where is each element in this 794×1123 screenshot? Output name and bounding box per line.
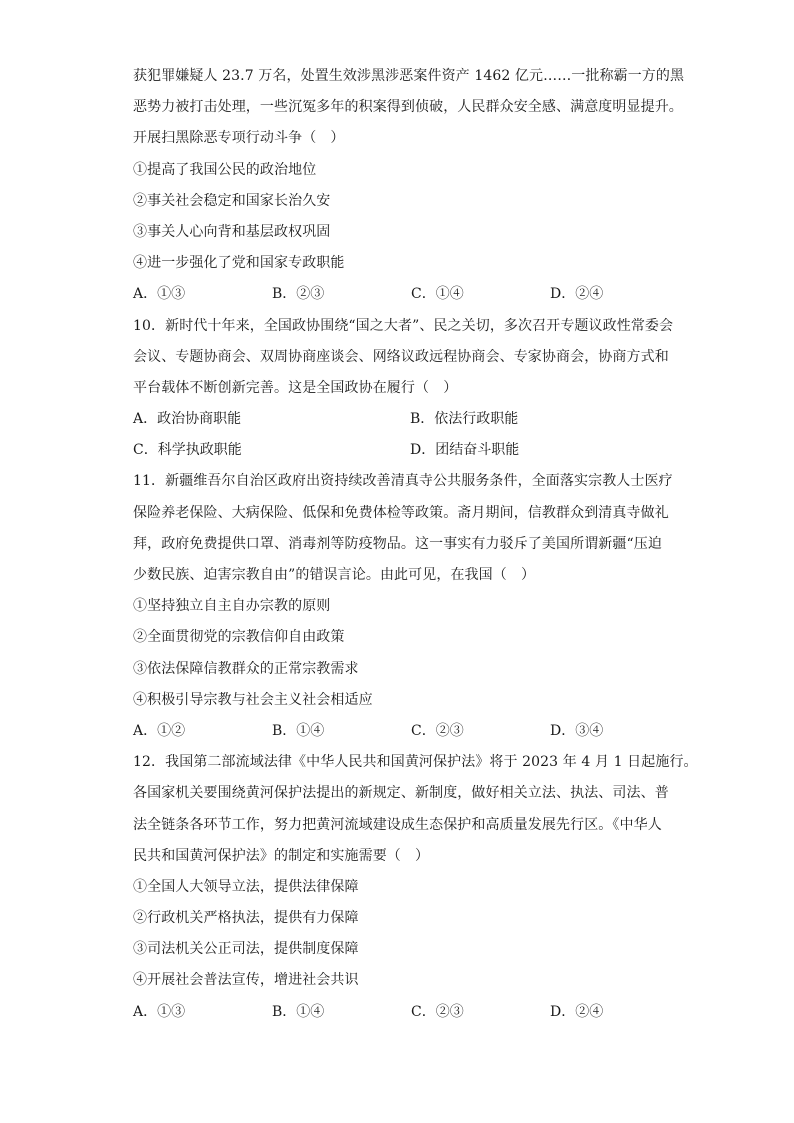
statement-3: ③事关人心向背和基层政权巩固 <box>133 223 331 240</box>
question-text-line: 10．新时代十年来，全国政协围绕“国之大者”、民之关切，多次召开专题议政性常委会 <box>133 317 674 334</box>
option-d[interactable]: D．团结奋斗职能 <box>410 442 520 459</box>
question-text-line: 民共和国黄河保护法》的制定和实施需要（ ） <box>133 847 430 864</box>
question-12 <box>133 747 698 1028</box>
option-a[interactable]: A．政治协商职能 <box>133 411 242 428</box>
option-d[interactable]: D．③④ <box>550 722 604 739</box>
question-text-line: 会议、专题协商会、双周协商座谈会、网络议政远程协商会、专家协商会，协商方式和 <box>133 348 669 365</box>
question-text-line: 获犯罪嫌疑人 23.7 万名，处置生效涉黑涉恶案件资产 1462 亿元……一批称霸一方的黑 <box>133 68 685 84</box>
question-text-line: 拜，政府免费提供口罩、消毒剂等防疫物品。这一事实有力驳斥了美国所谓新疆“压迫 <box>133 535 662 552</box>
statement-2: ②全面贯彻党的宗教信仰自由政策 <box>133 629 345 646</box>
option-b[interactable]: B．①④ <box>272 1003 325 1020</box>
answer-options <box>133 716 693 747</box>
statement-1: ①提高了我国公民的政治地位 <box>133 161 317 178</box>
statement-4: ④开展社会普法宣传，增进社会共识 <box>133 972 359 989</box>
statement-2: ②事关社会稳定和国家长治久安 <box>133 192 331 209</box>
statement-3: ③司法机关公正司法，提供制度保障 <box>133 941 359 958</box>
option-b[interactable]: B．②③ <box>272 286 325 303</box>
option-c[interactable]: C．②③ <box>411 1003 464 1020</box>
exam-page <box>133 61 698 1028</box>
answer-options-row-1 <box>133 404 693 435</box>
question-9-continued <box>133 61 693 311</box>
question-text-line: 12．我国第二部流域法律《中华人民共和国黄河保护法》将于 2023 年 4 月 1 日起施行。 <box>133 754 698 771</box>
question-text-line: 11．新疆维吾尔自治区政府出资持续改善清真寺公共服务条件，全面落实宗教人士医疗 <box>133 473 673 490</box>
question-text-line: 开展扫黑除恶专项行动斗争（ ） <box>133 130 345 147</box>
question-text-line: 各国家机关要围绕黄河保护法提出的新规定、新制度，做好相关立法、执法、司法、普 <box>133 785 669 802</box>
answer-options-row-2 <box>133 435 693 466</box>
statement-4: ④积极引导宗教与社会主义社会相适应 <box>133 691 373 708</box>
option-c[interactable]: C．②③ <box>411 722 464 739</box>
statement-3: ③依法保障信教群众的正常宗教需求 <box>133 660 359 677</box>
option-a[interactable]: A．①③ <box>133 1003 186 1020</box>
question-10 <box>133 311 693 467</box>
answer-options <box>133 279 693 310</box>
option-a[interactable]: A．①② <box>133 722 186 739</box>
statement-1: ①全国人大领导立法，提供法律保障 <box>133 878 359 895</box>
option-b[interactable]: B．①④ <box>272 722 325 739</box>
statement-2: ②行政机关严格执法，提供有力保障 <box>133 910 359 927</box>
option-c[interactable]: C．科学执政职能 <box>133 442 242 459</box>
option-a[interactable]: A．①③ <box>133 286 186 303</box>
question-11 <box>133 466 693 747</box>
question-text-line: 平台载体不断创新完善。这是全国政协在履行（ ） <box>133 379 458 396</box>
option-b[interactable]: B．依法行政职能 <box>410 411 519 428</box>
question-text-line: 少数民族、迫害宗教自由”的错误言论。由此可见，在我国（ ） <box>133 567 536 583</box>
question-text-line: 恶势力被打击处理，一些沉冤多年的积案得到侦破，人民群众安全感、满意度明显提升。 <box>133 99 683 116</box>
statement-1: ①坚持独立自主自办宗教的原则 <box>133 598 331 615</box>
statement-4: ④进一步强化了党和国家专政职能 <box>133 255 345 272</box>
option-d[interactable]: D．②④ <box>550 286 604 303</box>
question-text-line: 保险养老保险、大病保险、低保和免费体检等政策。斋月期间，信教群众到清真寺做礼 <box>133 504 669 521</box>
option-c[interactable]: C．①④ <box>411 286 464 303</box>
option-d[interactable]: D．②④ <box>550 1003 604 1020</box>
answer-options <box>133 997 693 1028</box>
question-text-line: 法全链条各环节工作，努力把黄河流域建设成生态保护和高质量发展先行区。《中华人 <box>133 816 662 833</box>
